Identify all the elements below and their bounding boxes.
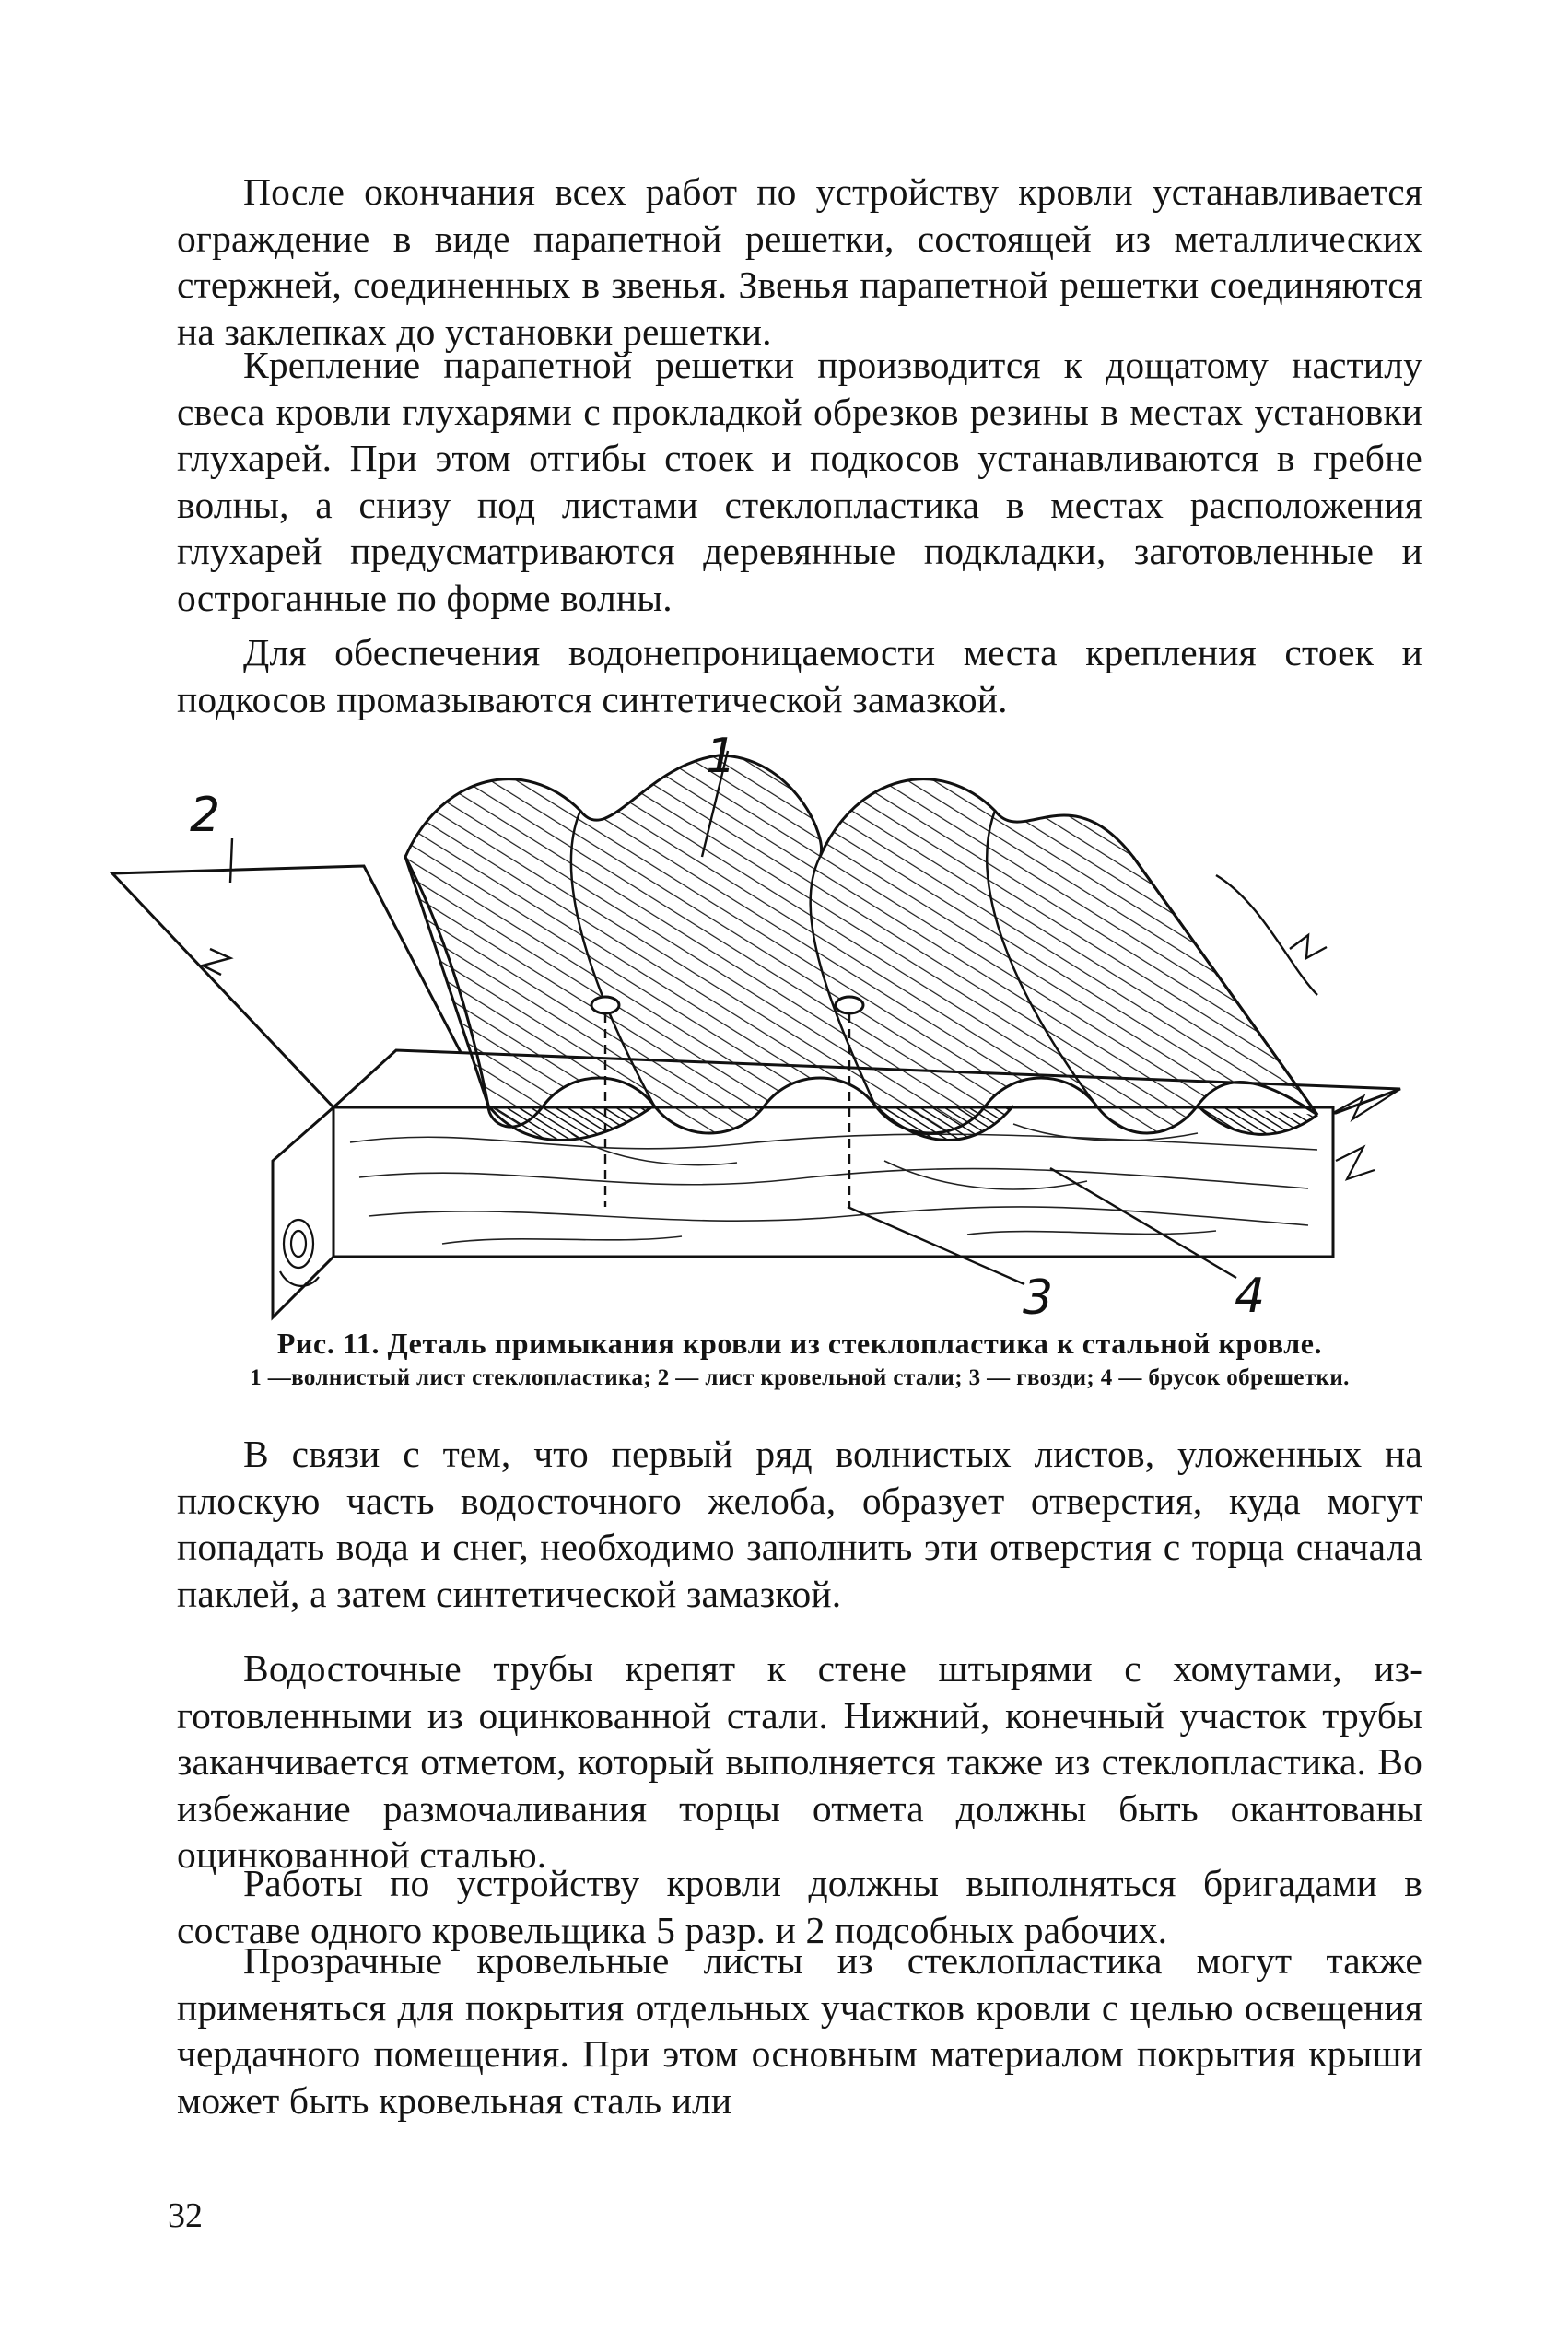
- corrugated-fiberglass-sheet: [405, 755, 1327, 1141]
- figure-caption: [177, 1325, 1422, 1392]
- caption-legend: 1 —волнистый лист стеклопластика; 2 — лист кровельной стали; 3 — гвозди; 4 — брусок обрешетки.: [250, 1365, 1350, 1390]
- paragraph-waterproofing: Для обеспечения водонепроницаемости места крепления стоек и подкосов промазываются синтетической замазкой.: [177, 631, 1422, 720]
- paragraph-crew: Работы по устройству кровли должны выполняться бригадами в составе одного кровельщика 5 разр. и 2 подсобных рабочих.: [177, 1862, 1422, 1951]
- paragraph-parapet-installation: После окончания всех работ по устройству кровли устанавливается ограждение в виде парапетной решетки, состоящей из металлических стержней, соединенных в звенья. Звенья парапетной решетки соединяются на заклепках до установки решетки.: [177, 170, 1422, 353]
- callout-2: 2: [190, 788, 221, 843]
- callout-3: 3: [1023, 1270, 1054, 1326]
- wooden-batten: [273, 1050, 1400, 1317]
- caption-title: Рис. 11. Деталь примыкания кровли из стеклопластика к стальной кровле.: [276, 1327, 1323, 1360]
- paragraph-parapet-fastening: Крепление парапетной решетки производится к дощатому настилу свеса кровли глухарями с прокладкой обрезков резины в местах установки глухарей. При этом отгибы стоек и подкосов устанавливаются в гребне волны, а снизу под листами стеклопластика в местах расположения глухарей предусматриваются деревянные подкладки, заготовленные и остроганные по форме волны.: [177, 344, 1422, 619]
- page-number: 32: [168, 2196, 203, 2235]
- paragraph-gutter-openings: В связи с тем, что первый ряд волнистых листов, уложенных на плоскую часть водосточного желоба, образует отверстия, куда могут попадать вода и снег, необходимо заполнить эти отверстия с торца сначала паклей, а затем синтетической замазкой.: [177, 1433, 1422, 1615]
- callout-1: 1: [706, 729, 737, 784]
- roof-junction-drawing: [92, 728, 1474, 1327]
- paragraph-downpipes: Водосточные трубы крепят к стене штырями с хомутами, изготовленными из оцинкованной стали. Нижний, конечный участок трубы заканчивается отметом, который выполняется также из стеклопластика. Во избежание размочаливания торцы отмета должны быть окантованы оцинкованной сталью.: [177, 1647, 1422, 1876]
- callout-4: 4: [1235, 1269, 1266, 1324]
- paragraph-transparent-sheets: Прозрачные кровельные листы из стеклопластика могут также применяться для покрытия отдельных участков кровли с целью освещения чердачного помещения. При этом основным материалом покрытия крыши может быть кровельная сталь или: [177, 1939, 1422, 2122]
- figure-roof-junction: [92, 728, 1474, 1327]
